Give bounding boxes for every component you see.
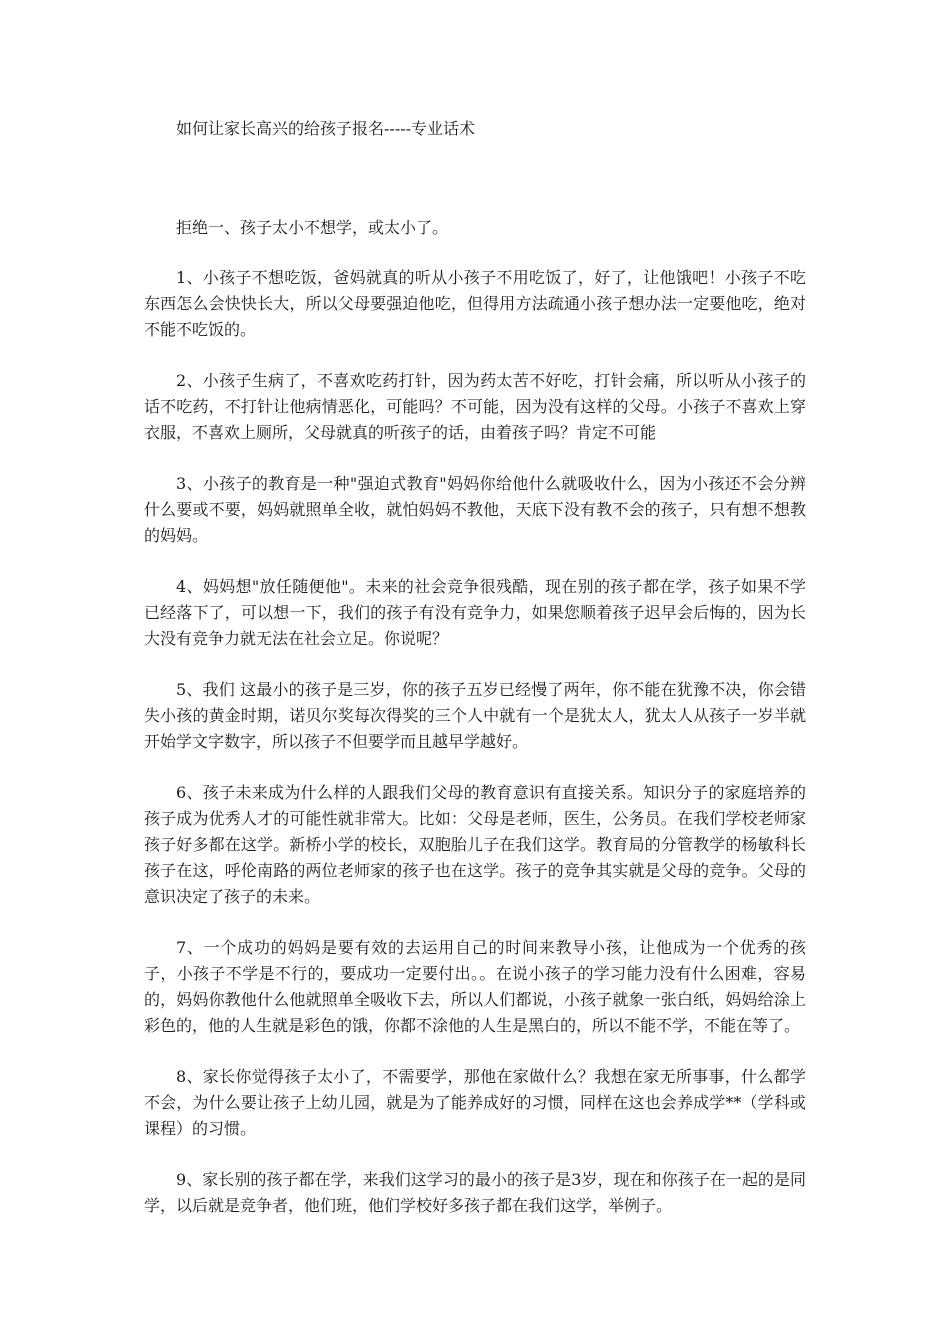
paragraph-5: 5、我们 这最小的孩子是三岁，你的孩子五岁已经慢了两年，你不能在犹豫不决，你会错失小孩的黄金时期，诺贝尔奖每次得奖的三个人中就有一个是犹太人，犹太人从孩子一岁半就开始学文字数字，所以孩子不但要学而且越早学越好。 [144,680,806,751]
section-heading: 拒绝一、孩子太小不想学，或太小了。 [176,218,449,237]
document-title: 如何让家长高兴的给孩子报名-----专业话术 [176,119,476,138]
paragraph-3: 3、小孩子的教育是一种"强迫式教育"妈妈你给他什么就吸收什么，因为小孩还不会分辨什么要或不要，妈妈就照单全收，就怕妈妈不教他，天底下没有教不会的孩子，只有想不想教的妈妈。 [144,474,806,545]
paragraph-4: 4、妈妈想"放任随便他"。未来的社会竞争很残酷，现在别的孩子都在学，孩子如果不学已经落下了，可以想一下，我们的孩子有没有竞争力，如果您顺着孩子迟早会后悔的，因为长大没有竞争力就无法在社会立足。你说呢？ [144,577,806,648]
paragraph-2: 2、小孩子生病了，不喜欢吃药打针，因为药太苦不好吃，打针会痛，所以听从小孩子的话不吃药，不打针让他病情恶化，可能吗？不可能，因为没有这样的父母。小孩子不喜欢上穿衣服，不喜欢上厕所，父母就真的听孩子的话，由着孩子吗？肯定不可能 [144,371,806,442]
paragraph-list [144,265,806,1244]
paragraph-9: 9、家长别的孩子都在学，来我们这学习的最小的孩子是3岁，现在和你孩子在一起的是同学，以后就是竞争者，他们班，他们学校好多孩子都在我们这学，举例子。 [144,1170,806,1215]
paragraph-7: 7、一个成功的妈妈是要有效的去运用自己的时间来教导小孩，让他成为一个优秀的孩子，小孩子不学是不行的，要成功一定要付出。。在说小孩子的学习能力没有什么困难，容易的，妈妈你教他什么他就照单全吸收下去，所以人们都说，小孩子就象一张白纸，妈妈给涂上彩色的，他的人生就是彩色的饿，你都不涂他的人生是黑白的，所以不能不学，不能在等了。 [144,938,806,1035]
paragraph-1: 1、小孩子不想吃饭，爸妈就真的听从小孩子不用吃饭了，好了，让他饿吧！小孩子不吃东西怎么会快快长大，所以父母要强迫他吃，但得用方法疏通小孩子想办法一定要他吃，绝对不能不吃饭的。 [144,268,806,339]
paragraph-6: 6、孩子未来成为什么样的人跟我们父母的教育意识有直接关系。知识分子的家庭培养的孩子成为优秀人才的可能性就非常大。比如：父母是老师，医生，公务员。在我们学校老师家孩子好多都在这学。新桥小学的校长，双胞胎儿子在我们这学。教育局的分管教学的杨敏科长孩子在这，呼伦南路的两位老师家的孩子也在这学。孩子的竞争其实就是父母的竞争。父母的意识决定了孩子的未来。 [144,783,806,906]
paragraph-8: 8、家长你觉得孩子太小了，不需要学，那他在家做什么？我想在家无所事事，什么都学不会，为什么要让孩子上幼儿园，就是为了能养成好的习惯，同样在这也会养成学**（学科或课程）的习惯。 [144,1067,806,1138]
